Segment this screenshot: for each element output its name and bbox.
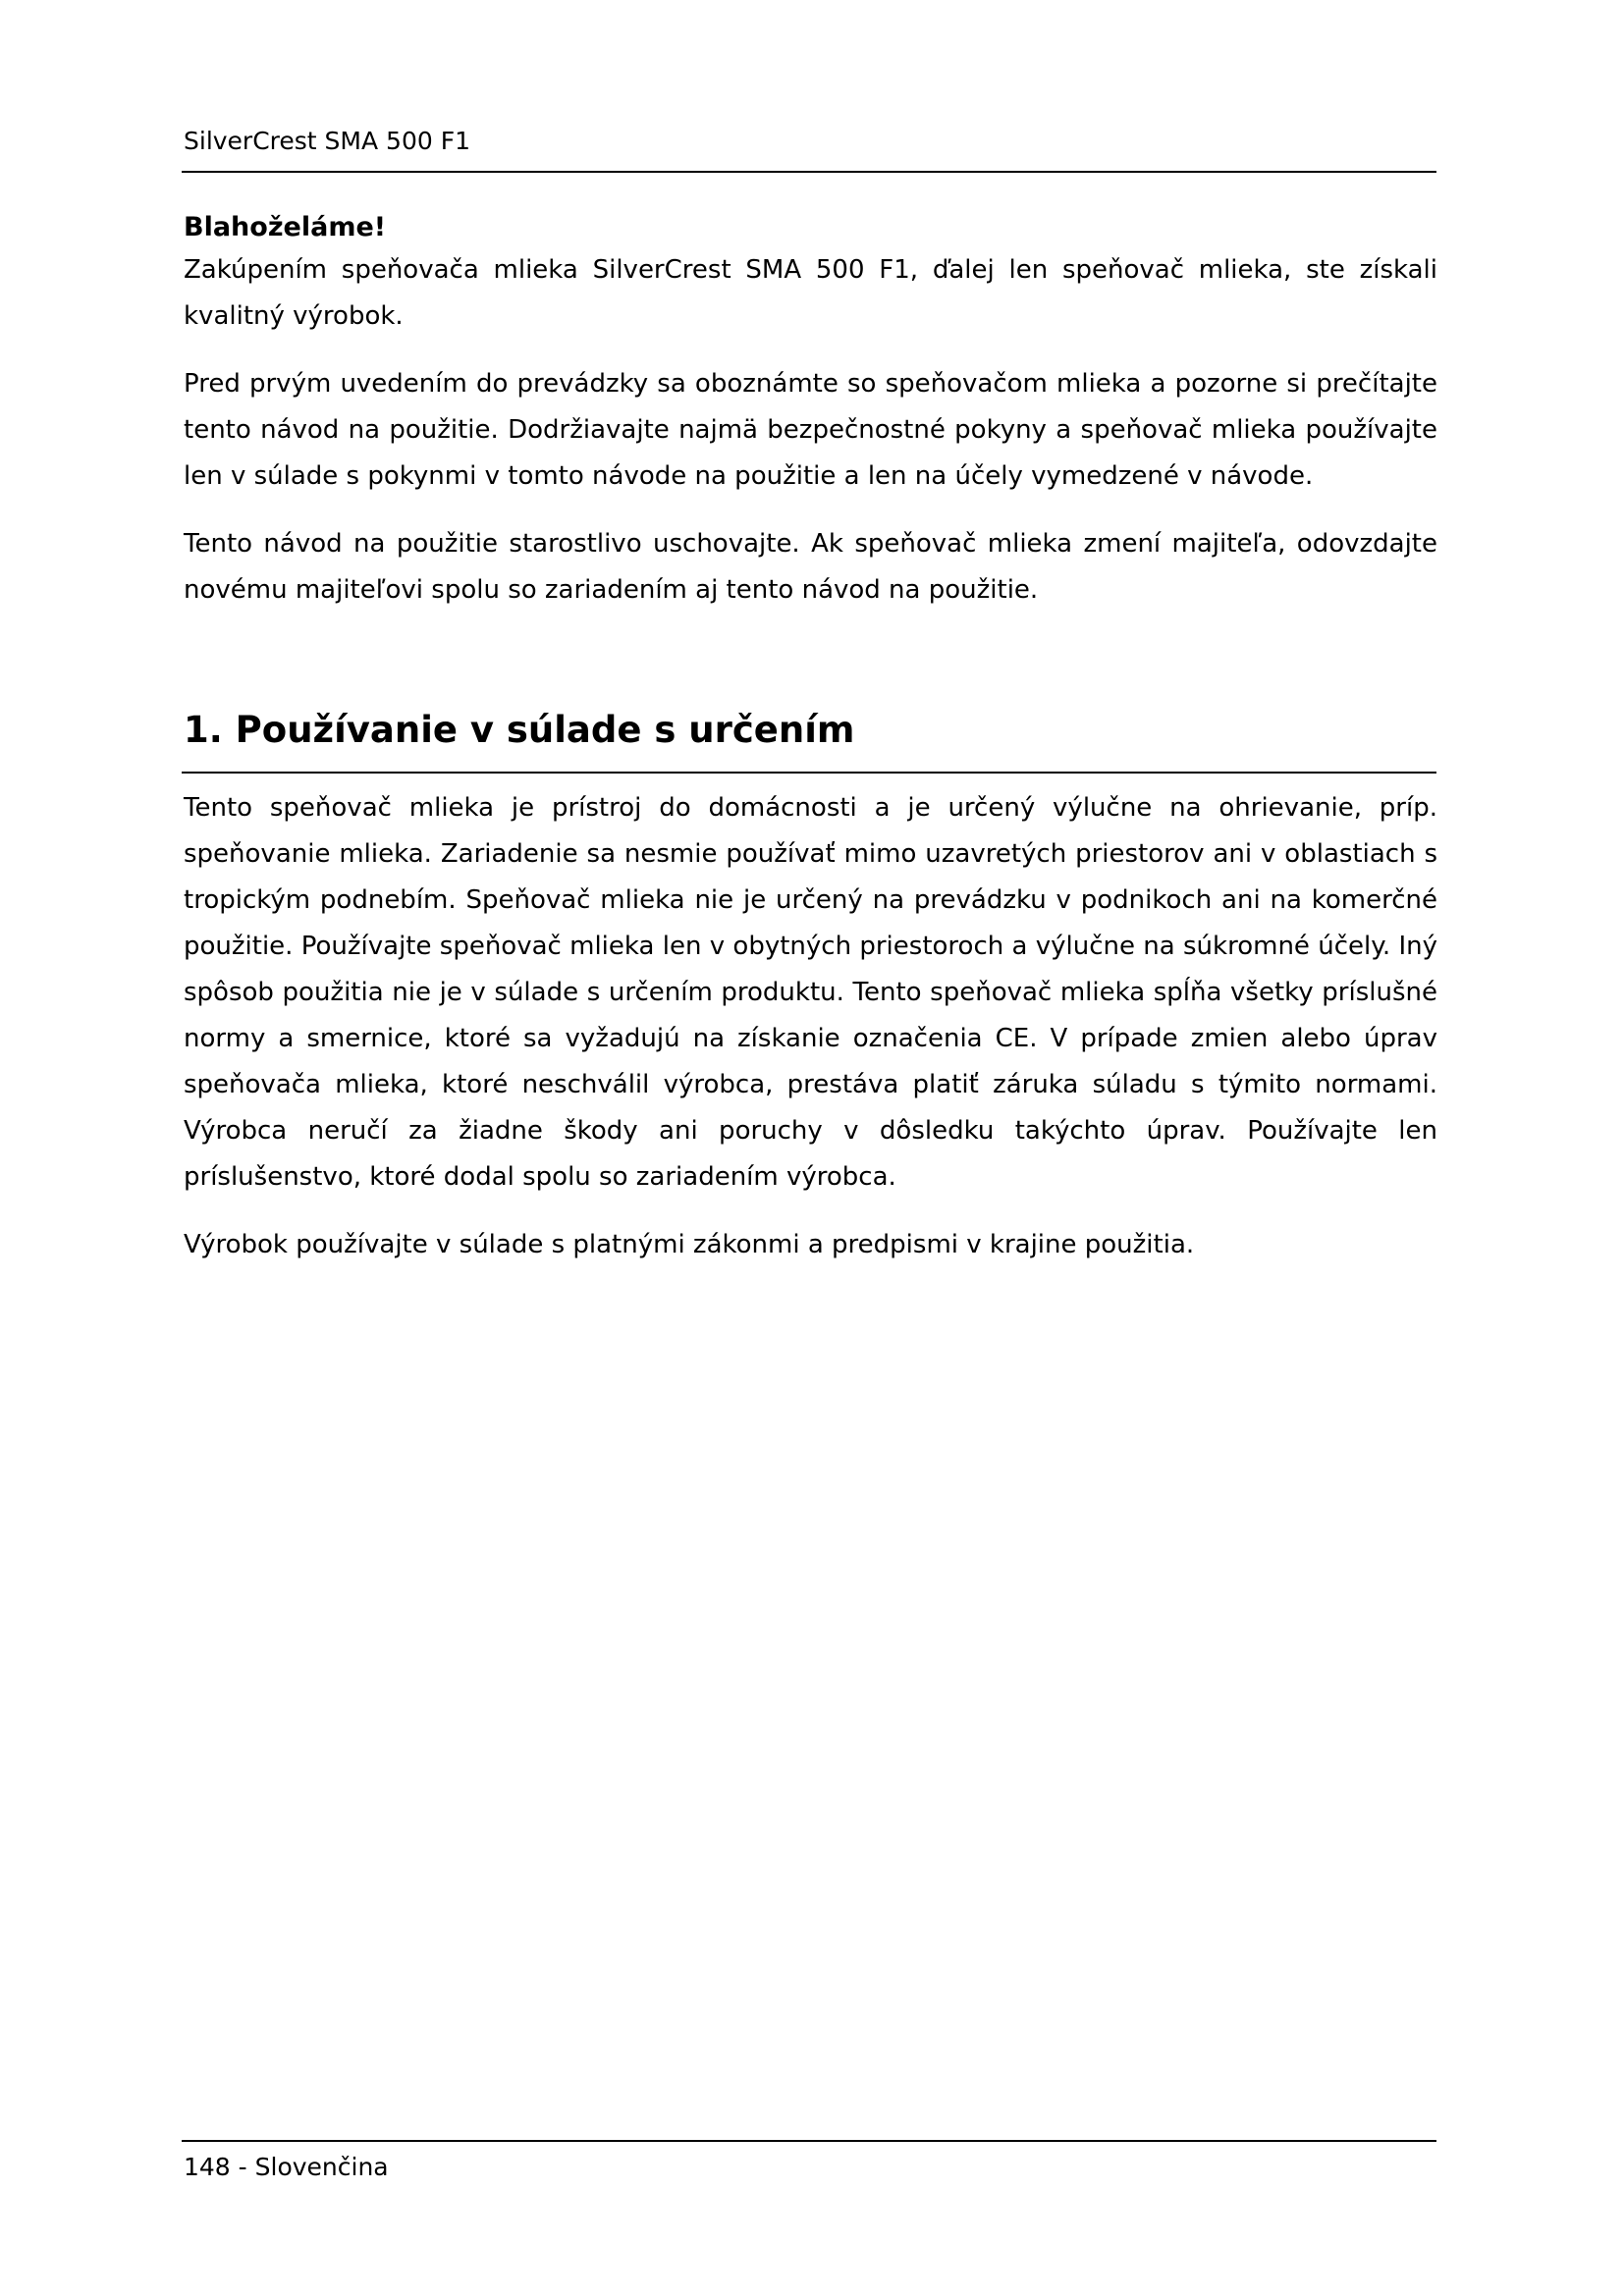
section-paragraph-2: Výrobok používajte v súlade s platnými zákonmi a predpismi v krajine použitia.	[184, 1230, 1195, 1259]
intro-title: Blahoželáme!	[184, 212, 387, 242]
footer-divider	[182, 2140, 1436, 2142]
section-body	[184, 785, 1437, 1268]
section-divider	[182, 772, 1436, 774]
page-footer: 148 - Slovenčina	[184, 2153, 389, 2181]
intro-paragraph-3: Tento návod na použitie starostlivo uschovajte. Ak speňovač mlieka zmení majiteľa, odovzdajte novému majiteľovi spolu so zariadením aj tento návod na použitie.	[184, 529, 1437, 605]
section-paragraph-1: Tento speňovač mlieka je prístroj do domácnosti a je určený výlučne na ohrievanie, príp. speňovanie mlieka. Zariadenie sa nesmie používať mimo uzavretých priestorov ani v oblastiach s tropickým podnebím. Speňovač mlieka nie je určený na prevádzku v podnikoch ani na komerčné použitie. Používajte speňovač mlieka len v obytných priestoroch a výlučne na súkromné účely. Iný spôsob použitia nie je v súlade s určením produktu. Tento speňovač mlieka spĺňa všetky príslušné normy a smernice, ktoré sa vyžadujú na získanie označenia CE. V prípade zmien alebo úprav speňovača mlieka, ktoré neschválil výrobca, prestáva platiť záruka súladu s týmito normami. Výrobca neručí za žiadne škody ani poruchy v dôsledku takýchto úprav. Používajte len príslušenstvo, ktoré dodal spolu so zariadením výrobca.	[184, 793, 1437, 1192]
running-header: SilverCrest SMA 500 F1	[184, 127, 470, 155]
header-divider	[182, 171, 1436, 173]
section-heading: 1. Používanie v súlade s určením	[184, 709, 855, 751]
intro-paragraph-2: Pred prvým uvedením do prevádzky sa oboznámte so speňovačom mlieka a pozorne si prečítajte tento návod na použitie. Dodržiavajte najmä bezpečnostné pokyny a speňovač mlieka používajte len v súlade s pokynmi v tomto návode na použitie a len na účely vymedzené v návode.	[184, 369, 1437, 491]
intro-paragraph-1: Zakúpením speňovača mlieka SilverCrest SMA 500 F1, ďalej len speňovač mlieka, ste získali kvalitný výrobok.	[184, 255, 1437, 331]
intro-section	[184, 208, 1437, 614]
